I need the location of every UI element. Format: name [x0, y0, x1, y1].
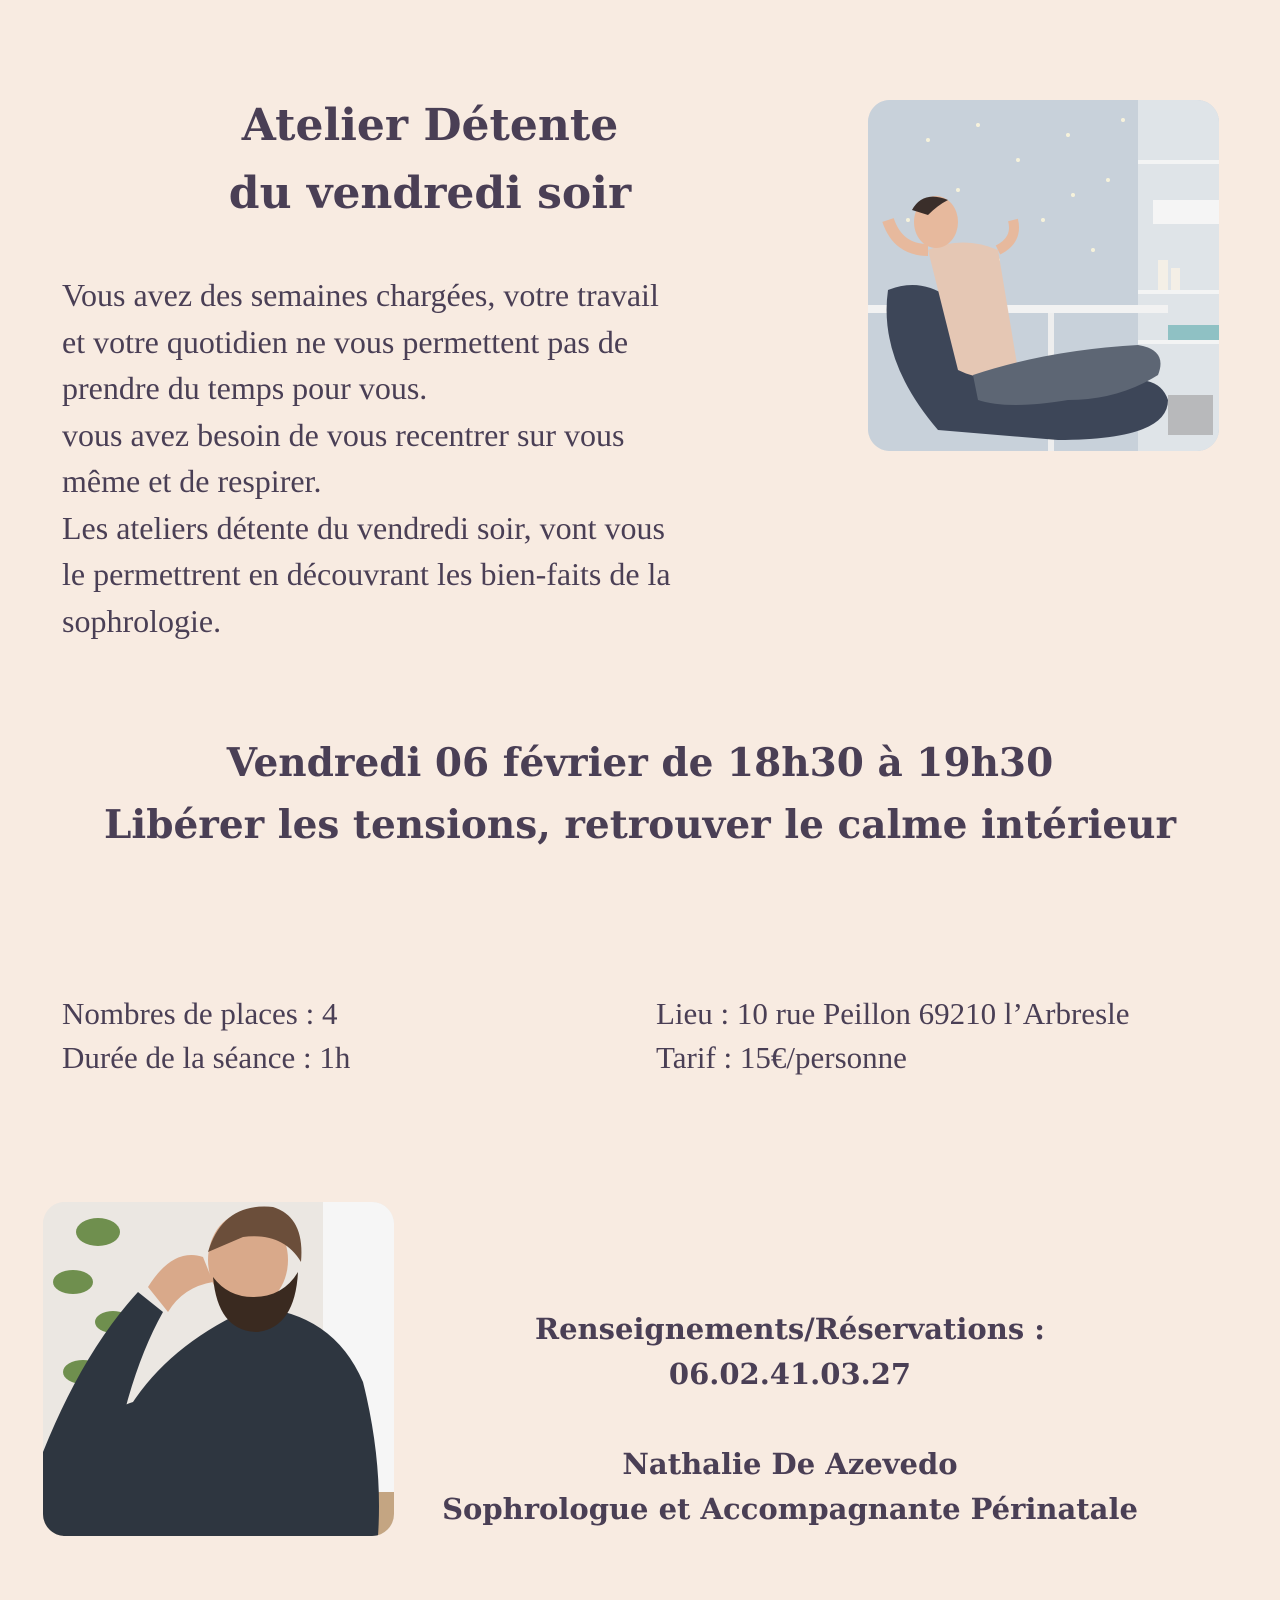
breathing-man-photo	[43, 1202, 394, 1536]
intro-line: Vous avez des semaines chargées, votre travail	[62, 277, 659, 313]
contact-block	[430, 1307, 1150, 1532]
relaxing-woman-photo	[868, 100, 1219, 451]
intro-line: prendre du temps pour vous.	[62, 370, 428, 406]
contact-phone: 06.02.41.03.27	[668, 1357, 912, 1391]
spacer	[430, 1397, 1150, 1442]
intro-line: vous avez besoin de vous recentrer sur vous	[62, 416, 625, 453]
details-right	[656, 992, 1130, 1080]
intro-line: Les ateliers détente du vendredi soir, vont vous	[62, 509, 665, 546]
intro-paragraph	[62, 272, 822, 644]
title-line-1: Atelier Détente	[241, 100, 619, 151]
location-info: Lieu : 10 rue Peillon 69210 l’Arbresle	[656, 996, 1130, 1031]
intro-line: même et de respirer.	[62, 463, 322, 499]
contact-role: Sophrologue et Accompagnante Périnatale	[442, 1492, 1138, 1526]
duration-info: Durée de la séance : 1h	[62, 1040, 351, 1075]
contact-name: Nathalie De Azevedo	[622, 1447, 958, 1481]
event-date: Vendredi 06 février de 18h30 à 19h30	[226, 740, 1054, 786]
places-info: Nombres de places : 4	[62, 996, 338, 1031]
intro-line: le permettrent en découvrant les bien-faits de la	[62, 556, 671, 592]
details-left	[62, 992, 350, 1080]
price-info: Tarif : 15€/personne	[656, 1040, 907, 1075]
title-line-2: du vendredi soir	[228, 168, 632, 219]
event-headline	[40, 732, 1240, 856]
page-title	[160, 92, 700, 228]
intro-line: sophrologie.	[62, 602, 222, 639]
event-theme: Libérer les tensions, retrouver le calme intérieur	[103, 802, 1177, 848]
intro-line: et votre quotidien ne vous permettent pas de	[62, 323, 629, 360]
contact-label: Renseignements/Réservations :	[535, 1312, 1045, 1346]
